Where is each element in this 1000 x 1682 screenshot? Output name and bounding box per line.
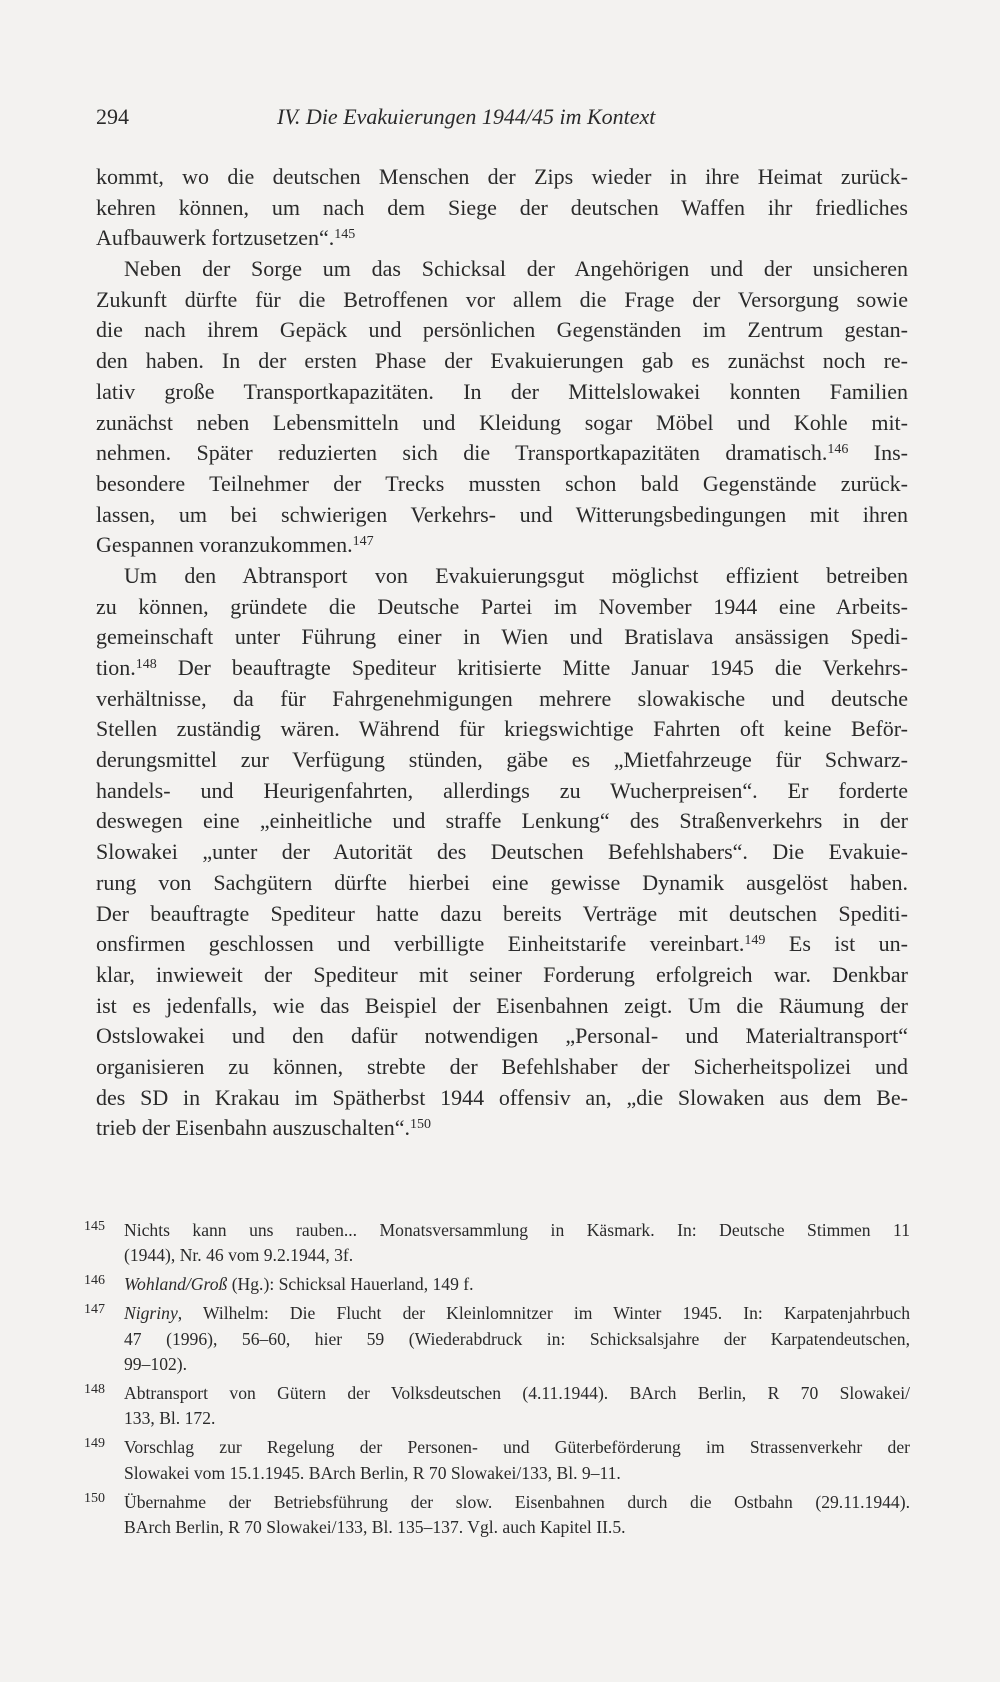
footnote-line: Übernahme der Betriebsführung der slow. Eisenbahnen durch die Ostbahn (29.11.1944). (124, 1491, 910, 1512)
text-line: handels- und Heurigenfahrten, allerdings zu Wucherpreisen“. Er forderte (96, 777, 908, 803)
footnote-ref: 148 (135, 657, 157, 672)
footnote-ref: 147 (352, 534, 374, 550)
text-line: onsfirmen geschlossen und verbilligte Einheitstarife vereinbart.$^{149}$ Es ist un- (96, 931, 908, 957)
footnote-line: (1944), Nr. 46 vom 9.2.1944, 3f. (124, 1245, 354, 1266)
text-line: Stellen zuständig wären. Während für kriegswichtige Fahrten oft keine Beför- (96, 716, 908, 742)
running-title: IV. Die Evakuierungen 1944/45 im Kontext (277, 104, 656, 129)
text-line: Zukunft dürfte für die Betroffenen vor allem die Frage der Versorgung sowie (96, 286, 908, 312)
text-line: lassen, um bei schwierigen Verkehrs- und Witterungsbedingungen mit ihren (96, 501, 908, 527)
footnote-ref: 150 (409, 1117, 431, 1133)
text-line: Der beauftragte Spediteur hatte dazu bereits Verträge mit deutschen Spediti- (96, 900, 908, 926)
footnote (84, 1435, 910, 1486)
footnote-line: Vorschlag zur Regelung der Personen- und Güterbeförderung im Strassenverkehr der (124, 1437, 910, 1458)
text-line: trieb der Eisenbahn auszuschalten“.$^{150}$ (96, 1115, 431, 1141)
text-line: des SD in Krakau im Spätherbst 1944 offensiv an, „die Slowaken aus dem Be- (96, 1084, 908, 1110)
text-line: Neben der Sorge um das Schicksal der Angehörigen und der unsicheren (124, 256, 908, 282)
footnote-number: 148 (84, 1381, 105, 1397)
text-line: besondere Teilnehmer der Trecks mussten schon bald Gegenstände zurück- (96, 470, 908, 496)
footnote-line: Abtransport von Gütern der Volksdeutschen (4.11.1944). BArch Berlin, R 70 Slowakei/ (124, 1382, 910, 1403)
text-line: derungsmittel zur Verfügung stünden, gäbe es „Mietfahrzeuge für Schwarz- (96, 747, 908, 773)
text-line: den haben. In der ersten Phase der Evakuierungen gab es zunächst noch re- (96, 348, 908, 374)
footnote-ref: 149 (744, 933, 766, 949)
footnote-line: Nichts kann uns rauben... Monatsversammlung in Käsmark. In: Deutsche Stimmen 11 (124, 1220, 910, 1240)
running-header (96, 104, 908, 144)
text-line: kehren können, um nach dem Siege der deutschen Waffen ihr friedliches (96, 194, 908, 220)
footnote-line: BArch Berlin, R 70 Slowakei/133, Bl. 135–137. Vgl. auch Kapitel II.5. (124, 1516, 626, 1537)
text-line: die nach ihrem Gepäck und persönlichen Gegenständen im Zentrum gestan- (96, 317, 908, 343)
text-line: nehmen. Später reduzierten sich die Transportkapazitäten dramatisch.$^{146}$ Ins- (96, 440, 909, 466)
footnote-line: Nigriny, Wilhelm: Die Flucht der Kleinlomnitzer im Winter 1945. In: Karpatenjahrbuch (124, 1303, 910, 1324)
text-line: zu können, gründete die Deutsche Partei im November 1944 eine Arbeits- (96, 593, 908, 619)
body-text (96, 162, 908, 1144)
text-line: Slowakei „unter der Autorität des Deutschen Befehlshabers“. Die Evakuie- (96, 839, 908, 865)
text-line: ist es jedenfalls, wie das Beispiel der Eisenbahnen zeigt. Um die Räumung der (96, 992, 908, 1018)
footnote (84, 1381, 910, 1432)
footnote-ref: 145 (334, 227, 356, 243)
text-line: deswegen eine „einheitliche und straffe Lenkung“ des Straßenverkehrs in der (96, 808, 908, 834)
text-line: organisieren zu können, strebte der Befehlshaber der Sicherheitspolizei und (96, 1053, 908, 1079)
footnote (84, 1272, 910, 1297)
footnote-number: 145 (84, 1219, 105, 1234)
footnote-number: 150 (84, 1490, 105, 1506)
text-line: lativ große Transportkapazitäten. In der Mittelslowakei konnten Familien (96, 378, 908, 404)
footnote-number: 146 (84, 1273, 105, 1289)
footnote-author: Wohland/Groß (124, 1274, 228, 1295)
footnote-line: Wohland/Groß (Hg.): Schicksal Hauerland, 149 f. (124, 1274, 474, 1295)
page-number: 294 (96, 104, 129, 129)
text-line: verhältnisse, da für Fahrgenehmigungen mehrere slowakische und deutsche (96, 685, 908, 711)
text-line: Aufbauwerk fortzusetzen“.$^{145}$ (96, 225, 356, 251)
footnote-number: 149 (84, 1436, 105, 1452)
text-line: Um den Abtransport von Evakuierungsgut möglichst effizient betreiben (124, 562, 908, 588)
footnote-line: 133, Bl. 172. (124, 1408, 216, 1429)
text-line: zunächst neben Lebensmitteln und Kleidung sogar Möbel und Kohle mit- (96, 409, 908, 435)
footnote (84, 1490, 910, 1541)
text-line: klar, inwieweit der Spediteur mit seiner Forderung erfolgreich war. Denkbar (96, 961, 908, 987)
footnotes (84, 1218, 910, 1544)
text-line: rung von Sachgütern dürfte hierbei eine gewisse Dynamik ausgelöst haben. (96, 869, 908, 895)
footnote-line: 47 (1996), 56–60, hier 59 (Wiederabdruck in: Schicksalsjahre der Karpatendeutschen, (124, 1328, 910, 1349)
footnote-ref: 146 (827, 442, 849, 458)
text-line: Gespannen voranzukommen.$^{147}$ (96, 532, 374, 558)
text-line: Ostslowakei und den dafür notwendigen „Personal- und Materialtransport“ (96, 1023, 908, 1049)
footnote-line: 99–102). (124, 1354, 188, 1375)
footnote-line: Slowakei vom 15.1.1945. BArch Berlin, R 70 Slowakei/133, Bl. 9–11. (124, 1462, 621, 1483)
footnote-author: Nigriny (124, 1303, 178, 1324)
footnote-number: 147 (84, 1302, 105, 1318)
text-line: gemeinschaft unter Führung einer in Wien und Bratislava ansässigen Spedi- (96, 624, 908, 650)
footnote (84, 1301, 910, 1377)
text-line: tion.$^{148}$ Der beauftragte Spediteur kritisierte Mitte Januar 1945 die Verkehrs- (96, 655, 908, 680)
text-line: kommt, wo die deutschen Menschen der Zips wieder in ihre Heimat zurück- (96, 164, 908, 189)
footnote (84, 1218, 910, 1269)
